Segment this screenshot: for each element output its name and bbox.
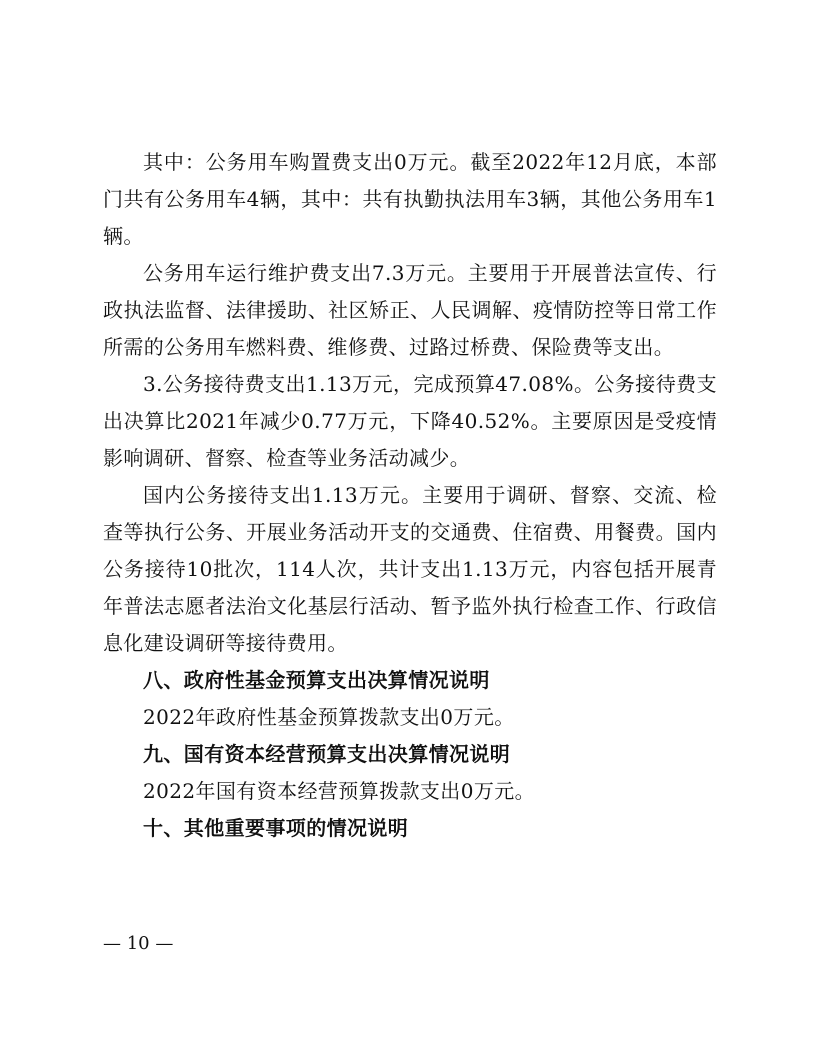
page-number: — 10 — <box>103 933 174 954</box>
heading-other-matters: 十、其他重要事项的情况说明 <box>143 816 409 840</box>
paragraph-state-capital: 2022年国有资本经营预算拨款支出0万元。 <box>143 779 536 803</box>
document-body <box>103 144 717 847</box>
heading-government-fund: 八、政府性基金预算支出决算情况说明 <box>143 668 490 692</box>
heading-state-capital: 九、国有资本经营预算支出决算情况说明 <box>143 742 511 766</box>
paragraph-government-fund: 2022年政府性基金预算拨款支出0万元。 <box>143 705 515 729</box>
paragraph-reception-expense: 3.公务接待费支出1.13万元，完成预算47.08%。公务接待费支出决算比2021年减少0.77万元，下降40.52%。主要原因是受疫情影响调研、督察、检查等业务活动减少。 <box>103 372 717 470</box>
paragraph-domestic-reception: 国内公务接待支出1.13万元。主要用于调研、督察、交流、检查等执行公务、开展业务活动开支的交通费、住宿费、用餐费。国内公务接待10批次，114人次，共计支出1.13万元，内容包括开展青年普法志愿者法治文化基层行活动、暂予监外执行检查工作、行政信息化建设调研等接待费用。 <box>103 483 717 655</box>
paragraph-vehicle-maintenance: 公务用车运行维护费支出7.3万元。主要用于开展普法宣传、行政执法监督、法律援助、社区矫正、人民调解、疫情防控等日常工作所需的公务用车燃料费、维修费、过路过桥费、保险费等支出。 <box>103 261 717 359</box>
paragraph-vehicle-purchase: 其中：公务用车购置费支出0万元。截至2022年12月底，本部门共有公务用车4辆，其中：共有执勤执法用车3辆，其他公务用车1辆。 <box>103 150 717 248</box>
